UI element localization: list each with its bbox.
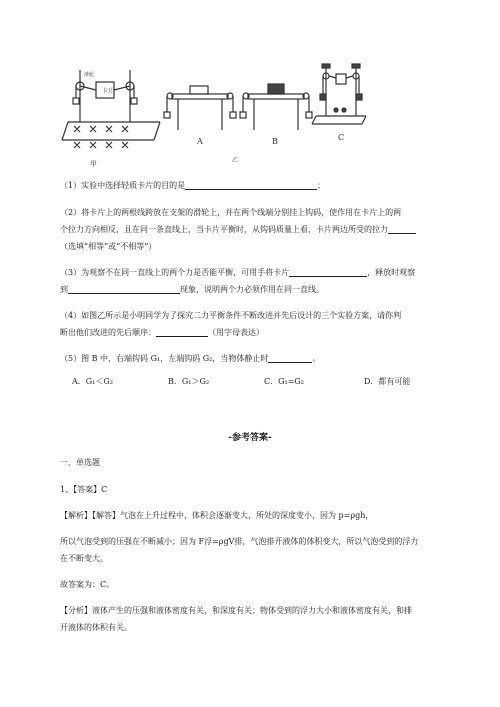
label-c: C <box>338 133 345 142</box>
section-heading: 一、单选题 <box>60 458 100 467</box>
apparatus-jia <box>62 70 160 148</box>
question-1-end: ； <box>317 181 326 190</box>
label-jia: 甲 <box>90 160 97 168</box>
apparatus-b <box>240 84 312 130</box>
question-4-line-2 <box>60 324 264 341</box>
label-a: A <box>197 137 203 146</box>
fenxi-line-1: 【分析】液体产生的压强和液体密度有关，和深度有关；物体受到的浮力大小和液体密度有关，和排 <box>60 606 412 615</box>
answer-blank-3a[interactable] <box>289 266 367 277</box>
question-5 <box>60 350 320 367</box>
fenxi-line-2: 开液体的体积有关。 <box>60 623 132 632</box>
question-3-line-2 <box>60 281 324 298</box>
choice-b[interactable]: B．G₁＞G₂ <box>168 377 210 386</box>
question-2-text: 个拉力方向相反，且在同一条直线上，当卡片平衡时，从钩码质量上看，卡片两边所受的拉力 <box>60 225 388 234</box>
question-4-text: 断出他们改进的先后顺序： <box>60 328 156 337</box>
question-3-end: ，释放时观察 <box>367 268 416 277</box>
conclusion: 故答案为：C。 <box>60 580 115 589</box>
question-4-line-1: （4）如图乙所示是小明同学为了探究二力平衡条件不断改进并先后设计的三个实验方案，请你判 <box>60 311 402 320</box>
analysis-line-3: 在不断变大。 <box>60 554 108 563</box>
question-2-line-1: （2）将卡片上的两根线跨放在支架的滑轮上，并在两个线端分别挂上钩码，使作用在卡片上的两 <box>60 208 402 217</box>
answer-blank-5[interactable] <box>268 352 312 363</box>
question-3-line-1 <box>60 264 415 281</box>
question-2-line-2 <box>60 221 416 238</box>
question-3-text: （3）为观察不在同一直线上的两个力是否能平衡，可用手将卡片 <box>60 268 290 277</box>
answer-number: 1、【答案】C <box>60 485 108 494</box>
analysis-line-1: 【解析】【解答】气泡在上升过程中，体积会逐渐变大，所处的深度变小，因为 p=ρgh， <box>60 511 374 520</box>
choice-d[interactable]: D．都有可能 <box>364 377 411 386</box>
choice-a[interactable]: A．G₁＜G₂ <box>72 377 113 386</box>
question-3-line-2-end: 现象，说明两个力必须作用在同一直线。 <box>180 285 324 294</box>
label-yi: 乙 <box>232 157 239 164</box>
analysis-line-2: 所以气泡受到的压强在不断减小；因为 F浮=ρgV排，气泡排开液体的体积变大，所以气泡受到的浮力 <box>60 537 419 546</box>
apparatus-c <box>312 64 366 124</box>
experiment-diagram <box>60 60 380 170</box>
answer-blank-4[interactable] <box>156 326 208 337</box>
card-label: 卡片 <box>102 88 115 95</box>
pulley-label: 滑轮 <box>84 72 95 78</box>
question-3-line-2-start: 到 <box>60 285 68 294</box>
answer-blank-2[interactable] <box>388 223 416 234</box>
answer-blank-1[interactable] <box>185 179 317 190</box>
question-1-text: （1）实验中选择轻质卡片的目的是 <box>60 181 186 190</box>
question-5-text: （5）图 B 中，右端钩码 G₁，左端钩码 G₂，当物体静止时 <box>60 354 269 363</box>
reference-answer-title: -参考答案- <box>228 433 272 443</box>
question-5-end: 。 <box>312 354 321 363</box>
apparatus-a <box>164 86 236 130</box>
question-4-end: （用字母表达） <box>208 328 264 337</box>
label-b: B <box>272 137 278 146</box>
question-1 <box>60 177 325 194</box>
experiment-figure <box>60 60 380 170</box>
choice-c[interactable]: C．G₁=G₂ <box>264 377 305 386</box>
answer-blank-3b[interactable] <box>68 283 180 294</box>
question-2-line-3: （选填“相等”或“不相等”） <box>60 242 157 251</box>
